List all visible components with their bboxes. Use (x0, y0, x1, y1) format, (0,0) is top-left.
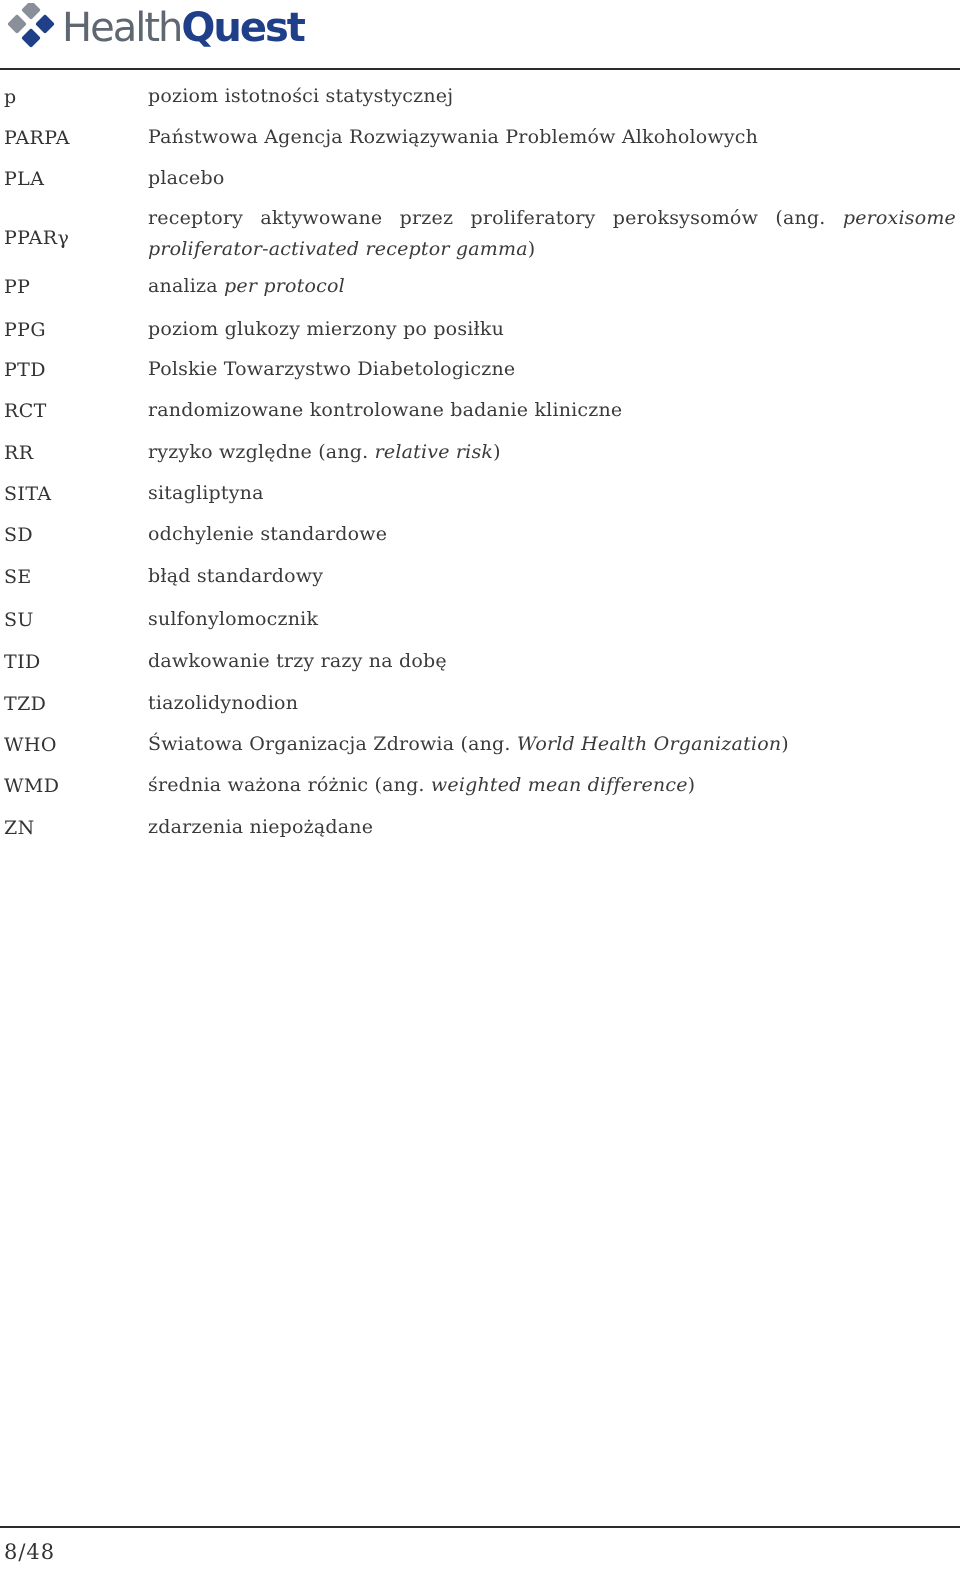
definition-text: średnia ważona różnic (ang. (148, 774, 431, 796)
footer-divider (0, 1526, 960, 1528)
header-divider (0, 68, 960, 70)
abbreviation-row (0, 359, 960, 400)
definition-text: Polskie Towarzystwo Diabetologiczne (148, 358, 516, 380)
page-number: 8/48 (4, 1540, 56, 1564)
abbreviation-term: PP (4, 276, 31, 298)
definition-text: ) (687, 774, 696, 796)
definition-text: receptory aktywowane przez proliferatory peroksysomów (ang. (148, 207, 843, 229)
definition-text: analiza (148, 275, 225, 297)
definition-text: poziom istotności statystycznej (148, 85, 454, 107)
abbreviation-definition (148, 203, 956, 265)
abbreviation-row (0, 86, 960, 127)
abbreviation-term: WHO (4, 734, 57, 756)
abbreviation-definition (148, 729, 956, 760)
abbreviation-term: ZN (4, 817, 35, 839)
definition-text: placebo (148, 167, 225, 189)
definition-text: sulfonylomocznik (148, 608, 319, 630)
abbreviation-definition (148, 646, 956, 677)
abbreviation-row (0, 127, 960, 168)
abbreviation-row (0, 693, 960, 734)
healthquest-cross-logo-icon (6, 3, 56, 53)
abbreviation-term: PPARγ (4, 227, 70, 249)
definition-text: odchylenie standardowe (148, 523, 388, 545)
abbreviation-term: PTD (4, 359, 46, 381)
definition-italic-text: per protocol (224, 275, 345, 297)
abbreviation-definition (148, 122, 956, 153)
definition-text: poziom glukozy mierzony po posiłku (148, 318, 505, 340)
abbreviation-term: WMD (4, 775, 60, 797)
abbreviation-definition (148, 163, 956, 194)
definition-text: ) (781, 733, 789, 755)
abbreviation-definition (148, 478, 956, 509)
abbreviation-term: SU (4, 609, 34, 631)
logo-health-text: Health (62, 5, 182, 51)
page-header (0, 0, 960, 70)
definition-text: błąd standardowy (148, 565, 324, 587)
abbreviation-row (0, 400, 960, 442)
logo-wordmark (62, 5, 304, 51)
definition-text: randomizowane kontrolowane badanie kliniczne (148, 399, 623, 421)
abbreviation-definition (148, 812, 956, 843)
abbreviation-term: RR (4, 442, 34, 464)
abbreviation-row (0, 209, 960, 276)
definition-italic-text: World Health Organization (516, 733, 782, 755)
abbreviation-definition (148, 604, 956, 635)
definition-text: ryzyko względne (ang. (148, 441, 375, 463)
abbreviation-row (0, 817, 960, 858)
definition-text: tiazolidynodion (148, 692, 299, 714)
abbreviation-definition (148, 81, 956, 112)
abbreviation-row (0, 524, 960, 566)
abbreviation-term: PARPA (4, 127, 70, 149)
abbreviation-row (0, 651, 960, 693)
abbreviation-definition (148, 770, 956, 801)
abbreviation-row (0, 775, 960, 817)
abbreviation-definition (148, 688, 956, 719)
abbreviation-term: SE (4, 566, 32, 588)
definition-text: dawkowanie trzy razy na dobę (148, 650, 447, 672)
abbreviation-row (0, 734, 960, 775)
abbreviation-row (0, 276, 960, 319)
definition-italic-text: peroxisome proliferator-activated receptor gamma (148, 207, 956, 260)
definition-text: zdarzenia niepożądane (148, 816, 374, 838)
abbreviation-term: SITA (4, 483, 52, 505)
definition-text: Państwowa Agencja Rozwiązywania Problemów Alkoholowych (148, 126, 759, 148)
abbreviation-term: PPG (4, 319, 46, 341)
definition-italic-text: relative risk (374, 441, 494, 463)
abbreviation-row (0, 319, 960, 359)
abbreviation-row (0, 609, 960, 651)
abbreviation-term: p (4, 86, 17, 108)
definition-text: ) (493, 441, 501, 463)
abbreviation-row (0, 566, 960, 609)
abbreviation-definition (148, 354, 956, 385)
abbreviation-term: RCT (4, 400, 47, 422)
abbreviation-definition (148, 437, 956, 468)
abbreviation-term: SD (4, 524, 34, 546)
abbreviation-term: PLA (4, 168, 45, 190)
abbreviation-definition (148, 314, 956, 345)
definition-text: Światowa Organizacja Zdrowia (ang. (148, 733, 517, 755)
healthquest-logo (6, 2, 304, 54)
definition-text: sitagliptyna (148, 482, 264, 504)
abbreviation-term: TZD (4, 693, 47, 715)
abbreviation-definition (148, 519, 956, 550)
abbreviation-definition (148, 395, 956, 426)
abbreviation-row (0, 483, 960, 524)
abbreviation-term: TID (4, 651, 41, 673)
definition-italic-text: weighted mean difference (430, 774, 688, 796)
definition-text: ) (527, 238, 536, 260)
abbreviation-definition (148, 561, 956, 592)
abbreviation-row (0, 442, 960, 483)
logo-quest-text: Quest (181, 5, 304, 51)
abbreviation-definition (148, 271, 956, 302)
